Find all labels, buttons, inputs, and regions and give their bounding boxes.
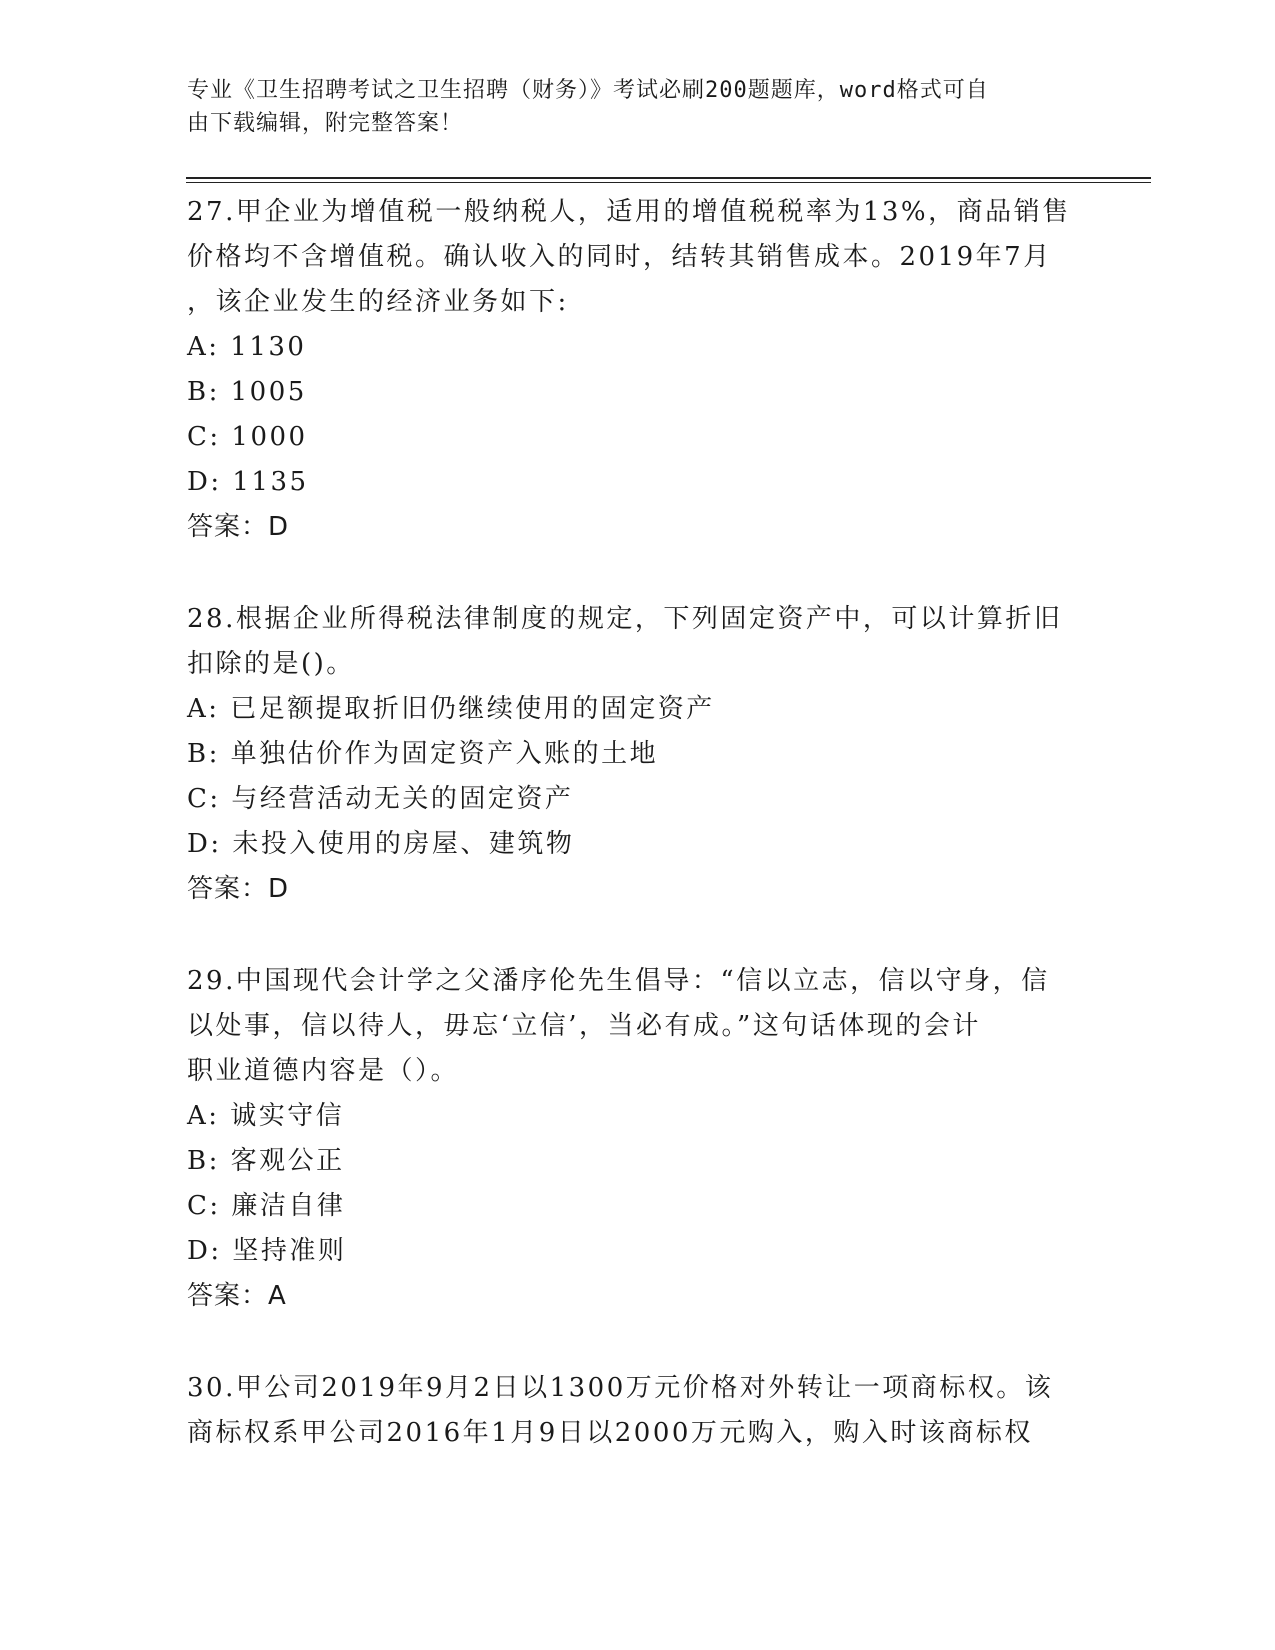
- header-line-1: 专业《卫生招聘考试之卫生招聘（财务）》考试必刷200题题库，word格式可自: [187, 78, 989, 103]
- answer-label: 答案：D: [187, 874, 290, 904]
- question-27: [187, 190, 1087, 550]
- question-stem: [187, 1366, 1087, 1456]
- option-c: C: 与经营活动无关的固定资产: [187, 784, 574, 814]
- option-d: D: 坚持准则: [187, 1236, 347, 1266]
- option-d: D: 未投入使用的房屋、建筑物: [187, 829, 575, 859]
- question-stem: [187, 190, 1087, 325]
- stem-line: 29.中国现代会计学之父潘序伦先生倡导：“信以立志，信以守身，信: [187, 966, 1050, 996]
- question-list: [187, 190, 1087, 1456]
- answer-label: 答案：A: [187, 1281, 287, 1311]
- question-stem: [187, 597, 1087, 687]
- stem-line: 以处事，信以待人，毋忘‘立信’，当必有成。”这句话体现的会计: [187, 1011, 981, 1041]
- stem-line: 扣除的是()。: [187, 649, 355, 679]
- option-b: B: 客观公正: [187, 1146, 345, 1176]
- stem-line: 职业道德内容是（）。: [187, 1056, 460, 1086]
- option-a: A: 诚实守信: [187, 1101, 345, 1131]
- stem-line: 价格均不含增值税。确认收入的同时，结转其销售成本。2019年7月: [187, 242, 1052, 272]
- stem-line: 27.甲企业为增值税一般纳税人，适用的增值税税率为13%，商品销售: [187, 197, 1071, 227]
- question-spacer: [187, 1319, 1087, 1366]
- stem-line: 商标权系甲公司2016年1月9日以2000万元购入，购入时该商标权: [187, 1418, 1033, 1448]
- question-spacer: [187, 912, 1087, 959]
- option-b: B: 单独估价作为固定资产入账的土地: [187, 739, 659, 769]
- option-d: D: 1135: [187, 467, 309, 497]
- option-c: C: 1000: [187, 422, 308, 452]
- question-stem: [187, 959, 1087, 1094]
- option-a: A: 1130: [187, 332, 307, 362]
- stem-line: ，该企业发生的经济业务如下:: [187, 287, 569, 317]
- stem-line: 30.甲公司2019年9月2日以1300万元价格对外转让一项商标权。该: [187, 1373, 1054, 1403]
- answer-label: 答案：D: [187, 512, 290, 542]
- stem-line: 28.根据企业所得税法律制度的规定，下列固定资产中，可以计算折旧: [187, 604, 1063, 634]
- option-a: A: 已足额提取折旧仍继续使用的固定资产: [187, 694, 715, 724]
- question-28: [187, 597, 1087, 912]
- document-header: [187, 74, 1067, 140]
- header-divider-thin: [186, 182, 1151, 183]
- question-29: [187, 959, 1087, 1319]
- header-line-2: 由下载编辑，附完整答案！: [187, 111, 464, 136]
- option-c: C: 廉洁自律: [187, 1191, 346, 1221]
- option-b: B: 1005: [187, 377, 307, 407]
- question-30: [187, 1366, 1087, 1456]
- header-divider-thick: [186, 177, 1151, 179]
- question-spacer: [187, 550, 1087, 597]
